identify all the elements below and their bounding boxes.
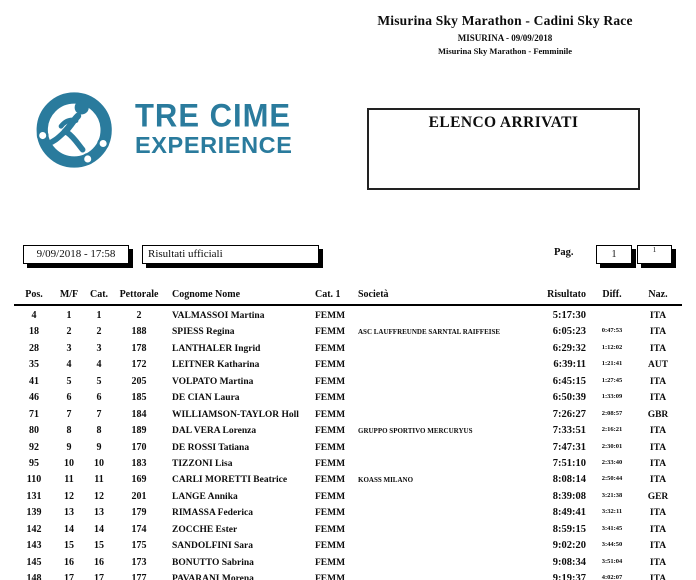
cell-pos: 131 [26,490,42,502]
cell-diff: 3:51:04 [601,557,623,565]
event-category: Misurina Sky Marathon - Femminile [437,46,573,56]
cell-naz: ITA [649,508,667,519]
col-nome: Cognome Nome [172,289,241,300]
cell-risultato: 9:02:20 [552,540,586,552]
results-body [14,306,682,580]
cell-naz: ITA [649,557,667,568]
results-table-header [14,283,682,306]
cell-nome: LEITNER Katharina [172,360,260,371]
table-row [14,376,682,392]
cell-mf: 1 [66,310,72,321]
cell-nome: LANGE Annika [172,491,238,502]
col-pettorale: Pettorale [119,289,159,300]
tre-cime-logo [30,87,293,178]
cell-mf: 9 [66,441,72,453]
cell-nome: LANTHALER Ingrid [172,343,261,354]
cell-diff: 2:50:44 [601,475,623,483]
cell-cat: 5 [96,375,102,387]
cell-cat1: FEMM [315,458,346,469]
cell-cat: 7 [96,408,102,420]
cell-diff: 3:41:45 [601,524,623,532]
cell-mf: 7 [66,408,72,420]
cell-nome: DE ROSSI Tatiana [172,442,250,453]
cell-risultato: 8:08:14 [552,474,586,486]
document-header [315,13,695,56]
cell-risultato: 6:29:32 [552,342,586,354]
cell-nome: DAL VERA Lorenza [172,426,257,437]
cell-pettorale: 174 [131,523,147,535]
cell-cat1: FEMM [315,409,346,420]
cell-diff: 0:47:53 [601,327,623,335]
cell-mf: 2 [66,326,72,338]
cell-societa: GRUPPO SPORTIVO MERCURYUS [358,427,473,436]
cell-cat1: FEMM [315,311,346,321]
cell-naz: ITA [649,574,667,580]
cell-diff: 3:44:50 [601,541,623,549]
cell-cat1: FEMM [315,557,346,568]
cell-cat1: FEMM [315,475,346,486]
arrivals-banner-title: ELENCO ARRIVATI [428,114,579,131]
cell-diff: 1:12:02 [601,343,623,351]
cell-risultato: 7:33:51 [552,425,586,437]
logo-line2: EXPERIENCE [135,132,293,158]
arrivals-banner-box [367,108,640,190]
cell-pettorale: 169 [131,474,147,486]
cell-pos: 35 [29,359,39,371]
cell-pettorale: 183 [131,457,147,469]
cell-risultato: 5:17:30 [552,310,586,321]
cell-risultato: 8:39:08 [552,490,586,502]
table-row [14,474,682,490]
datetime-box: 9/09/2018 - 17:58 [23,245,129,264]
cell-naz: ITA [649,442,667,453]
cell-mf: 16 [64,556,74,568]
cell-diff: 2:08:57 [601,409,623,417]
table-row [14,557,682,573]
cell-naz: ITA [649,376,667,387]
cell-risultato: 7:51:10 [552,457,586,469]
cell-cat: 15 [94,540,104,552]
page-number-box: 1 [596,245,632,264]
results-table [14,283,682,580]
cell-pettorale: 201 [131,490,147,502]
table-row [14,326,682,342]
cell-cat: 13 [94,507,104,519]
cell-risultato: 8:49:41 [552,507,586,519]
cell-pos: 4 [31,310,37,321]
table-row [14,458,682,474]
table-row [14,392,682,408]
cell-pos: 71 [29,408,39,420]
cell-pos: 145 [26,556,42,568]
cell-pettorale: 205 [131,375,147,387]
cell-nome: RIMASSA Federica [172,508,254,519]
cell-cat: 16 [94,556,104,568]
table-row [14,442,682,458]
cell-mf: 6 [66,392,72,404]
cell-pos: 92 [29,441,39,453]
cell-cat1: FEMM [315,426,346,437]
cell-cat1: FEMM [315,541,346,552]
cell-risultato: 6:39:11 [553,359,586,371]
col-societa: Società [358,289,389,300]
cell-pettorale: 184 [131,408,147,420]
cell-mf: 10 [64,457,74,469]
cell-pettorale: 172 [131,359,147,371]
cell-risultato: 7:47:31 [552,441,586,453]
cell-risultato: 6:45:15 [552,375,586,387]
cell-naz: ITA [649,458,667,469]
cell-risultato: 6:05:23 [552,326,586,338]
cell-nome: VOLPATO Martina [172,376,254,387]
cell-societa: KOASS MILANO [358,476,414,485]
cell-pettorale: 177 [131,573,147,580]
cell-pos: 110 [26,474,42,486]
col-pos: Pos. [25,289,43,300]
col-mf: M/F [59,289,79,300]
logo-line1: TRE CIME [135,96,292,134]
cell-diff: 4:02:07 [601,574,623,580]
table-row [14,425,682,441]
cell-pos: 41 [29,375,39,387]
cell-cat: 2 [96,326,102,338]
cell-pos: 80 [29,425,39,437]
cell-pettorale: 179 [131,507,147,519]
event-title: Misurina Sky Marathon - Cadini Sky Race [377,13,633,28]
cell-naz: ITA [649,327,667,338]
cell-pettorale: 175 [131,540,147,552]
cell-diff: 3:32:11 [601,508,623,516]
col-cat: Cat. [89,289,109,300]
cell-mf: 13 [64,507,74,519]
cell-cat: 11 [94,474,104,486]
cell-cat: 10 [94,457,104,469]
cell-cat1: FEMM [315,442,346,453]
cell-diff: 1:27:45 [601,376,623,384]
cell-mf: 3 [66,342,72,354]
cell-cat: 6 [96,392,102,404]
cell-diff: 2:33:40 [601,458,623,466]
cell-cat1: FEMM [315,343,346,354]
cell-mf: 11 [64,474,74,486]
cell-naz: AUT [647,360,669,371]
cell-cat: 17 [94,573,104,580]
cell-pettorale: 173 [131,556,147,568]
cell-pos: 143 [26,540,42,552]
cell-cat: 9 [96,441,102,453]
cell-cat: 8 [96,425,102,437]
cell-cat1: FEMM [315,491,346,502]
cell-cat1: FEMM [315,524,346,535]
table-row [14,310,682,326]
table-row [14,409,682,425]
table-row [14,540,682,556]
cell-naz: ITA [649,311,667,321]
table-row [14,343,682,359]
cell-diff: 1:21:41 [601,360,623,368]
col-naz: Naz. [648,289,668,300]
cell-mf: 14 [64,523,74,535]
cell-pos: 142 [26,523,42,535]
cell-nome: DE CIAN Laura [172,393,240,404]
table-row [14,524,682,540]
cell-pos: 46 [29,392,39,404]
cell-pettorale: 189 [131,425,147,437]
cell-nome: SANDOLFINI Sara [172,541,254,552]
cell-naz: ITA [649,475,667,486]
cell-diff: 1:33:09 [601,393,623,401]
cell-risultato: 7:26:27 [552,408,586,420]
cell-diff: 3:21:38 [601,491,623,499]
cell-risultato: 9:08:34 [552,556,586,568]
cell-risultato: 6:50:39 [552,392,586,404]
cell-pettorale: 188 [131,326,147,338]
cell-pettorale: 2 [136,310,142,321]
cell-cat1: FEMM [315,574,346,580]
cell-naz: ITA [649,343,667,354]
col-diff: Diff. [602,289,622,300]
cell-risultato: 9:19:37 [552,573,586,580]
cell-cat: 3 [96,342,102,354]
cell-diff: 2:30:01 [601,442,623,450]
cell-cat1: FEMM [315,376,346,387]
cell-cat1: FEMM [315,327,346,338]
cell-cat: 4 [96,359,102,371]
cell-naz: ITA [649,524,667,535]
cell-cat: 1 [96,310,102,321]
cell-pos: 95 [29,457,39,469]
cell-mf: 15 [64,540,74,552]
cell-cat: 14 [94,523,104,535]
table-row [14,573,682,580]
cell-pos: 148 [26,573,42,580]
cell-naz: ITA [649,426,667,437]
table-row [14,507,682,523]
cell-nome: CARLI MORETTI Beatrice [172,475,288,486]
cell-mf: 17 [64,573,74,580]
cell-nome: ZOCCHE Ester [172,524,238,535]
cell-pettorale: 170 [131,441,147,453]
cell-pos: 139 [26,507,42,519]
cell-nome: VALMASSOI Martina [172,311,265,321]
cell-pos: 28 [29,342,39,354]
cell-cat1: FEMM [315,360,346,371]
cell-naz: GBR [647,409,669,420]
col-cat1: Cat. 1 [315,289,341,300]
official-results-box: Risultati ufficiali [142,245,319,264]
table-row [14,359,682,375]
cell-pos: 18 [29,326,39,338]
cell-pettorale: 185 [131,392,147,404]
cell-nome: TIZZONI Lisa [172,458,233,469]
cell-nome: BONUTTO Sabrina [172,557,254,568]
logo-wordmark [135,87,293,158]
cell-naz: ITA [649,541,667,552]
col-risultato: Risultato [547,289,586,300]
cell-risultato: 8:59:15 [552,523,586,535]
event-location-date: MISURINA - 09/09/2018 [457,33,553,43]
cell-mf: 5 [66,375,72,387]
table-row [14,491,682,507]
cell-cat1: FEMM [315,508,346,519]
cell-societa: ASC LAUFFREUNDE SARNTAL RAIFFEISE [358,328,501,337]
runner-badge-icon [30,87,124,178]
cell-nome: WILLIAMSON-TAYLOR Holl [172,409,299,420]
cell-nome: SPIESS Regina [172,327,235,338]
cell-mf: 8 [66,425,72,437]
cell-pettorale: 178 [131,342,147,354]
page-label: Pag. [554,247,574,258]
cell-cat1: FEMM [315,393,346,404]
cell-mf: 12 [64,490,74,502]
cell-nome: PAVARANI Morena [172,574,254,580]
cell-cat: 12 [94,490,104,502]
cell-diff: 2:16:21 [601,426,623,434]
page-total-box: 1 [637,245,672,264]
cell-mf: 4 [66,359,72,371]
cell-naz: GER [647,491,669,502]
cell-naz: ITA [649,393,667,404]
